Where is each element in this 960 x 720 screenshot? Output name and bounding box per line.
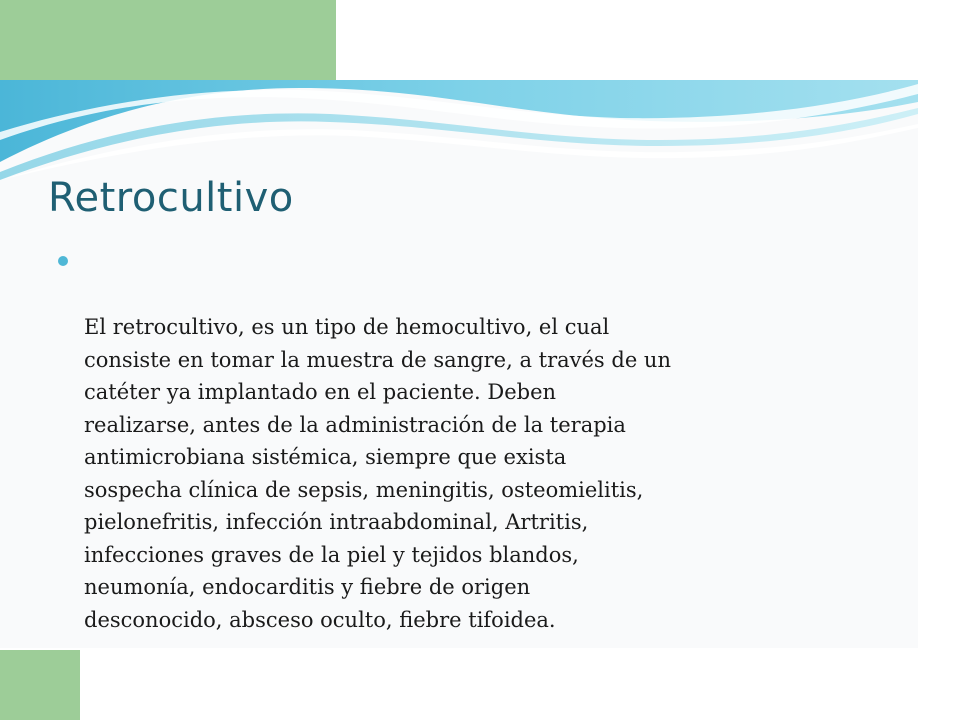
bullet-item bbox=[56, 246, 856, 636]
accent-block-top-left bbox=[0, 0, 336, 80]
bullet-text: El retrocultivo, es un tipo de hemocultivo, el cual consiste en tomar la muestra de sangre, a través de un catéter ya implantado en el paciente. Deben realizarse, antes de la administración de la terapia antimicrobiana sistémica, siempre que exista sospecha clínica de sepsis, meningitis, osteomielitis, pielonefritis, infección intraabdominal, Artritis, infecciones graves de la piel y tejidos blandos, neumonía, endocarditis y fiebre de origen desconocido, absceso oculto, fiebre tifoidea. bbox=[84, 315, 671, 632]
slide-title: Retrocultivo bbox=[48, 175, 294, 221]
slide bbox=[0, 80, 918, 648]
bullet-list bbox=[56, 246, 856, 636]
wave-header-decoration bbox=[0, 80, 918, 180]
accent-block-bottom-left bbox=[0, 650, 80, 720]
bullet-dot-icon bbox=[58, 256, 68, 266]
